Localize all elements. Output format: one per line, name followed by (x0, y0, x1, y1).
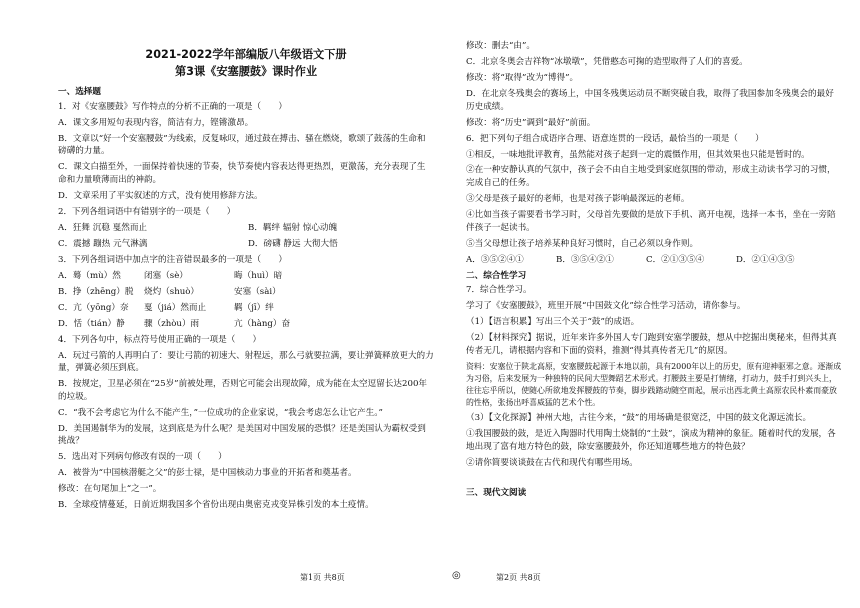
option-a: A．③⑤②④① (466, 254, 524, 265)
option-row (58, 302, 434, 315)
binding-mark-icon: ◎ (452, 570, 461, 581)
sentence-4: ④比如当孩子需要看书学习时，父母首先要做的是放下手机、离开电视，选择一本书，坐在一旁陪伴孩子一起读书。 (466, 210, 836, 233)
option-d: D．文章采用了平实叙述的方式，没有使用修辞方法。 (58, 190, 263, 201)
option-row (466, 254, 842, 267)
option-b: B．文章以“好一个安塞腰鼓”为线索，反复咏叹，通过鼓在搏击、骚在燃烧，歌颂了鼓荡的生命和磅礴的力量。 (58, 133, 426, 157)
option-b-fix: 修改：删去“由”。 (466, 41, 535, 51)
sentence-3: ③父母是孩子最好的老师，也是对孩子影响最深远的老师。 (466, 194, 690, 205)
right-page (466, 40, 842, 580)
option-b: B．羁绊 辐射 惊心动魄 (248, 222, 338, 233)
page-number-left: 第1页 共8页 (300, 573, 345, 582)
task-1: （1）【语言积累】写出三个关于“鼓”的成语。 (466, 317, 640, 328)
sentence-1: ①相反，一味地批评教育，虽然能对孩子起到一定的震慑作用，但其效果也只能是暂时的。 (466, 149, 810, 160)
option-c: C．“我不会考虑它为什么不能产生，”一位成功的企业家说，“我会考虑怎么让它产生。” (58, 407, 383, 418)
lesson-title: 第3课《安塞腰鼓》课时作业 (174, 65, 318, 78)
option-a: A．课文多用短句表现内容，简洁有力，铿锵激昂。 (58, 117, 254, 128)
option-c: C．课文白描至外，一面保持着快速的节奏，快节奏使内容表达得更热烈，更激荡，充分表现了生命和力量喷薄而出的神韵。 (58, 162, 426, 185)
sentence-2: ②在一种安静认真的气氛中，孩子会不由自主地受到家庭氛围的带动，形成主动读书学习的习惯，完成自己的任务。 (466, 165, 836, 189)
question-stem: 6．把下列句子组合成语序合理、语意连贯的一段话，最恰当的一项是（ ） (466, 133, 764, 144)
option-c-word2: 戛（jiá）然而止 (144, 302, 207, 313)
option-row (58, 270, 434, 283)
option-d-word3: 亢（hàng）奋 (234, 318, 291, 329)
section-heading-choice: 一、选择题 (58, 87, 101, 97)
option-b: B．③⑤④②① (556, 254, 614, 265)
option-row (58, 222, 434, 235)
option-c: C．震撼 蹦热 元气淋漓 (58, 238, 148, 249)
option-a: A．狂舞 沉稳 戛然而止 (58, 222, 148, 233)
option-row (58, 286, 434, 299)
option-b-word3: 安塞（sài） (234, 286, 281, 297)
question-stem: 4．下列各句中，标点符号使用正确的一项是（ ） (58, 334, 262, 345)
option-a: A．玩过弓箭的人再明白了：要让弓箭的初速大、射程远，那么弓就要拉满，要让弹簧释放更大的力量，弹簧必须压到底。 (58, 350, 434, 374)
option-d-fix: 修改：将“历史”调到“最好”前面。 (466, 117, 596, 128)
activity-intro: 学习了《安塞腰鼓》，班里开展“中国鼓文化”综合性学习活动，请你参与。 (466, 301, 746, 312)
section-heading-reading: 三、现代文阅读 (466, 487, 527, 498)
option-b: B．按规定，卫星必须在“25岁”前被处理，否则它可能会出现故障，成为能在太空逗留长达200年的垃圾。 (58, 379, 428, 402)
question-stem: 5．选出对下列病句修改有误的一项（ ） (58, 452, 227, 463)
option-a: A．被誉为“中国核潜艇之父”的彭士禄，是中国核动力事业的开拓者和奠基者。 (58, 468, 357, 479)
task-3-part-2: ②请你简要谈谈鼓在古代和现代有哪些用场。 (466, 457, 638, 468)
option-d: D．美国遏制华为的发展，这到底是为什么呢？是美国对中国发展的恐惧？还是美国认为霸权受到挑战？ (58, 423, 426, 447)
option-d-word2: 骤（zhòu）雨 (144, 318, 200, 329)
option-c: C．②①③⑤④ (646, 254, 705, 265)
task-2: （2）【材料探究】据说，近年来许多外国人专门跑到安塞学腰鼓，想从中挖掘出奥秘来，但得其真传者无几，请根据内容和下面的资料，推测“得其真传者无几”的原因。 (466, 333, 837, 356)
option-d: D．磅礴 静远 大彻大悟 (248, 238, 338, 249)
option-b: B．全球疫情蔓延，日前近期我国多个省份出现由奥密克戎变异株引发的本土疫情。 (58, 500, 374, 511)
option-a-word2: 闭塞（sè） (144, 270, 188, 281)
left-page (58, 40, 434, 580)
option-d: D．恬（tián）静 (58, 318, 125, 329)
document-title: 2021-2022学年部编版八年级语文下册 (145, 48, 347, 61)
option-c: C．北京冬奥会吉祥物“冰墩墩”，凭借憨态可掬的造型取得了人们的喜爱。 (466, 56, 748, 67)
section-heading-integrated: 二、综合性学习 (466, 270, 527, 281)
option-row (58, 318, 434, 331)
option-a-fix: 修改：在句尾加上“之一”。 (58, 484, 162, 495)
question-stem: 1．对《安塞腰鼓》写作特点的分析不正确的一项是（ ） (58, 101, 287, 112)
sentence-5: ⑤当父母想让孩子培养某种良好习惯时，自己必须以身作则。 (466, 238, 699, 249)
option-a: A．蓦（mù）然 (58, 270, 121, 281)
question-stem: 7．综合性学习。 (466, 285, 532, 296)
question-stem: 3．下列各组词语中加点字的注音错误最多的一项是（ ） (58, 254, 287, 265)
option-c-fix: 修改：将“取得”改为“博得”。 (466, 72, 579, 83)
task-3: （3）【文化探源】神州大地，古往今来，“鼓”的用场确是很宽泛，中国的鼓文化源远流长。 (466, 413, 812, 424)
material-text: 资料：安塞位于陕北高原，安塞腰鼓起源于本地以前，具有2000年以上的历史，原有迎神驱邪之意。逐渐成为习俗，后来发展为一种独特的民间大型舞蹈艺术形式。打腰鼓主要是打情绪，打动力，鼓手打到兴头上，往往忘乎所以，使随心所欲地发挥腰鼓的节奏，脚步践踏动随空而起，展示出西北黄土高原农民朴素而豪放的性格，张扬出呼喜威猛的艺术个性。 (466, 361, 842, 407)
option-a-word3: 晦（huì）暗 (234, 270, 283, 281)
option-b-word2: 烧灼（shuò） (144, 286, 200, 297)
option-row (58, 238, 434, 251)
page-number-right: 第2页 共8页 (496, 573, 541, 582)
task-3-part-1: ①我国腰鼓的鼓，是近入陶器时代用陶土烧制的“土鼓”，演成为精神的象征。随着时代的发展，各地出现了富有地方特色的鼓，除安塞腰鼓外，你还知道哪些地方的特色鼓？ (466, 429, 836, 452)
option-c: C．亢（yōng）奈 (58, 302, 129, 313)
option-b: B．挣（zhēng）脱 (58, 286, 134, 297)
option-d: D．②①④③⑤ (736, 254, 795, 265)
option-d: D．在北京冬残奥会的赛场上，中国冬残奥运动员不断突破自我，取得了我国参加冬残奥会的最好历史成绩。 (466, 88, 834, 112)
option-c-word3: 羁（jī）绊 (234, 302, 274, 313)
question-stem: 2．下列各组词语中有错别字的一项是（ ） (58, 206, 236, 217)
